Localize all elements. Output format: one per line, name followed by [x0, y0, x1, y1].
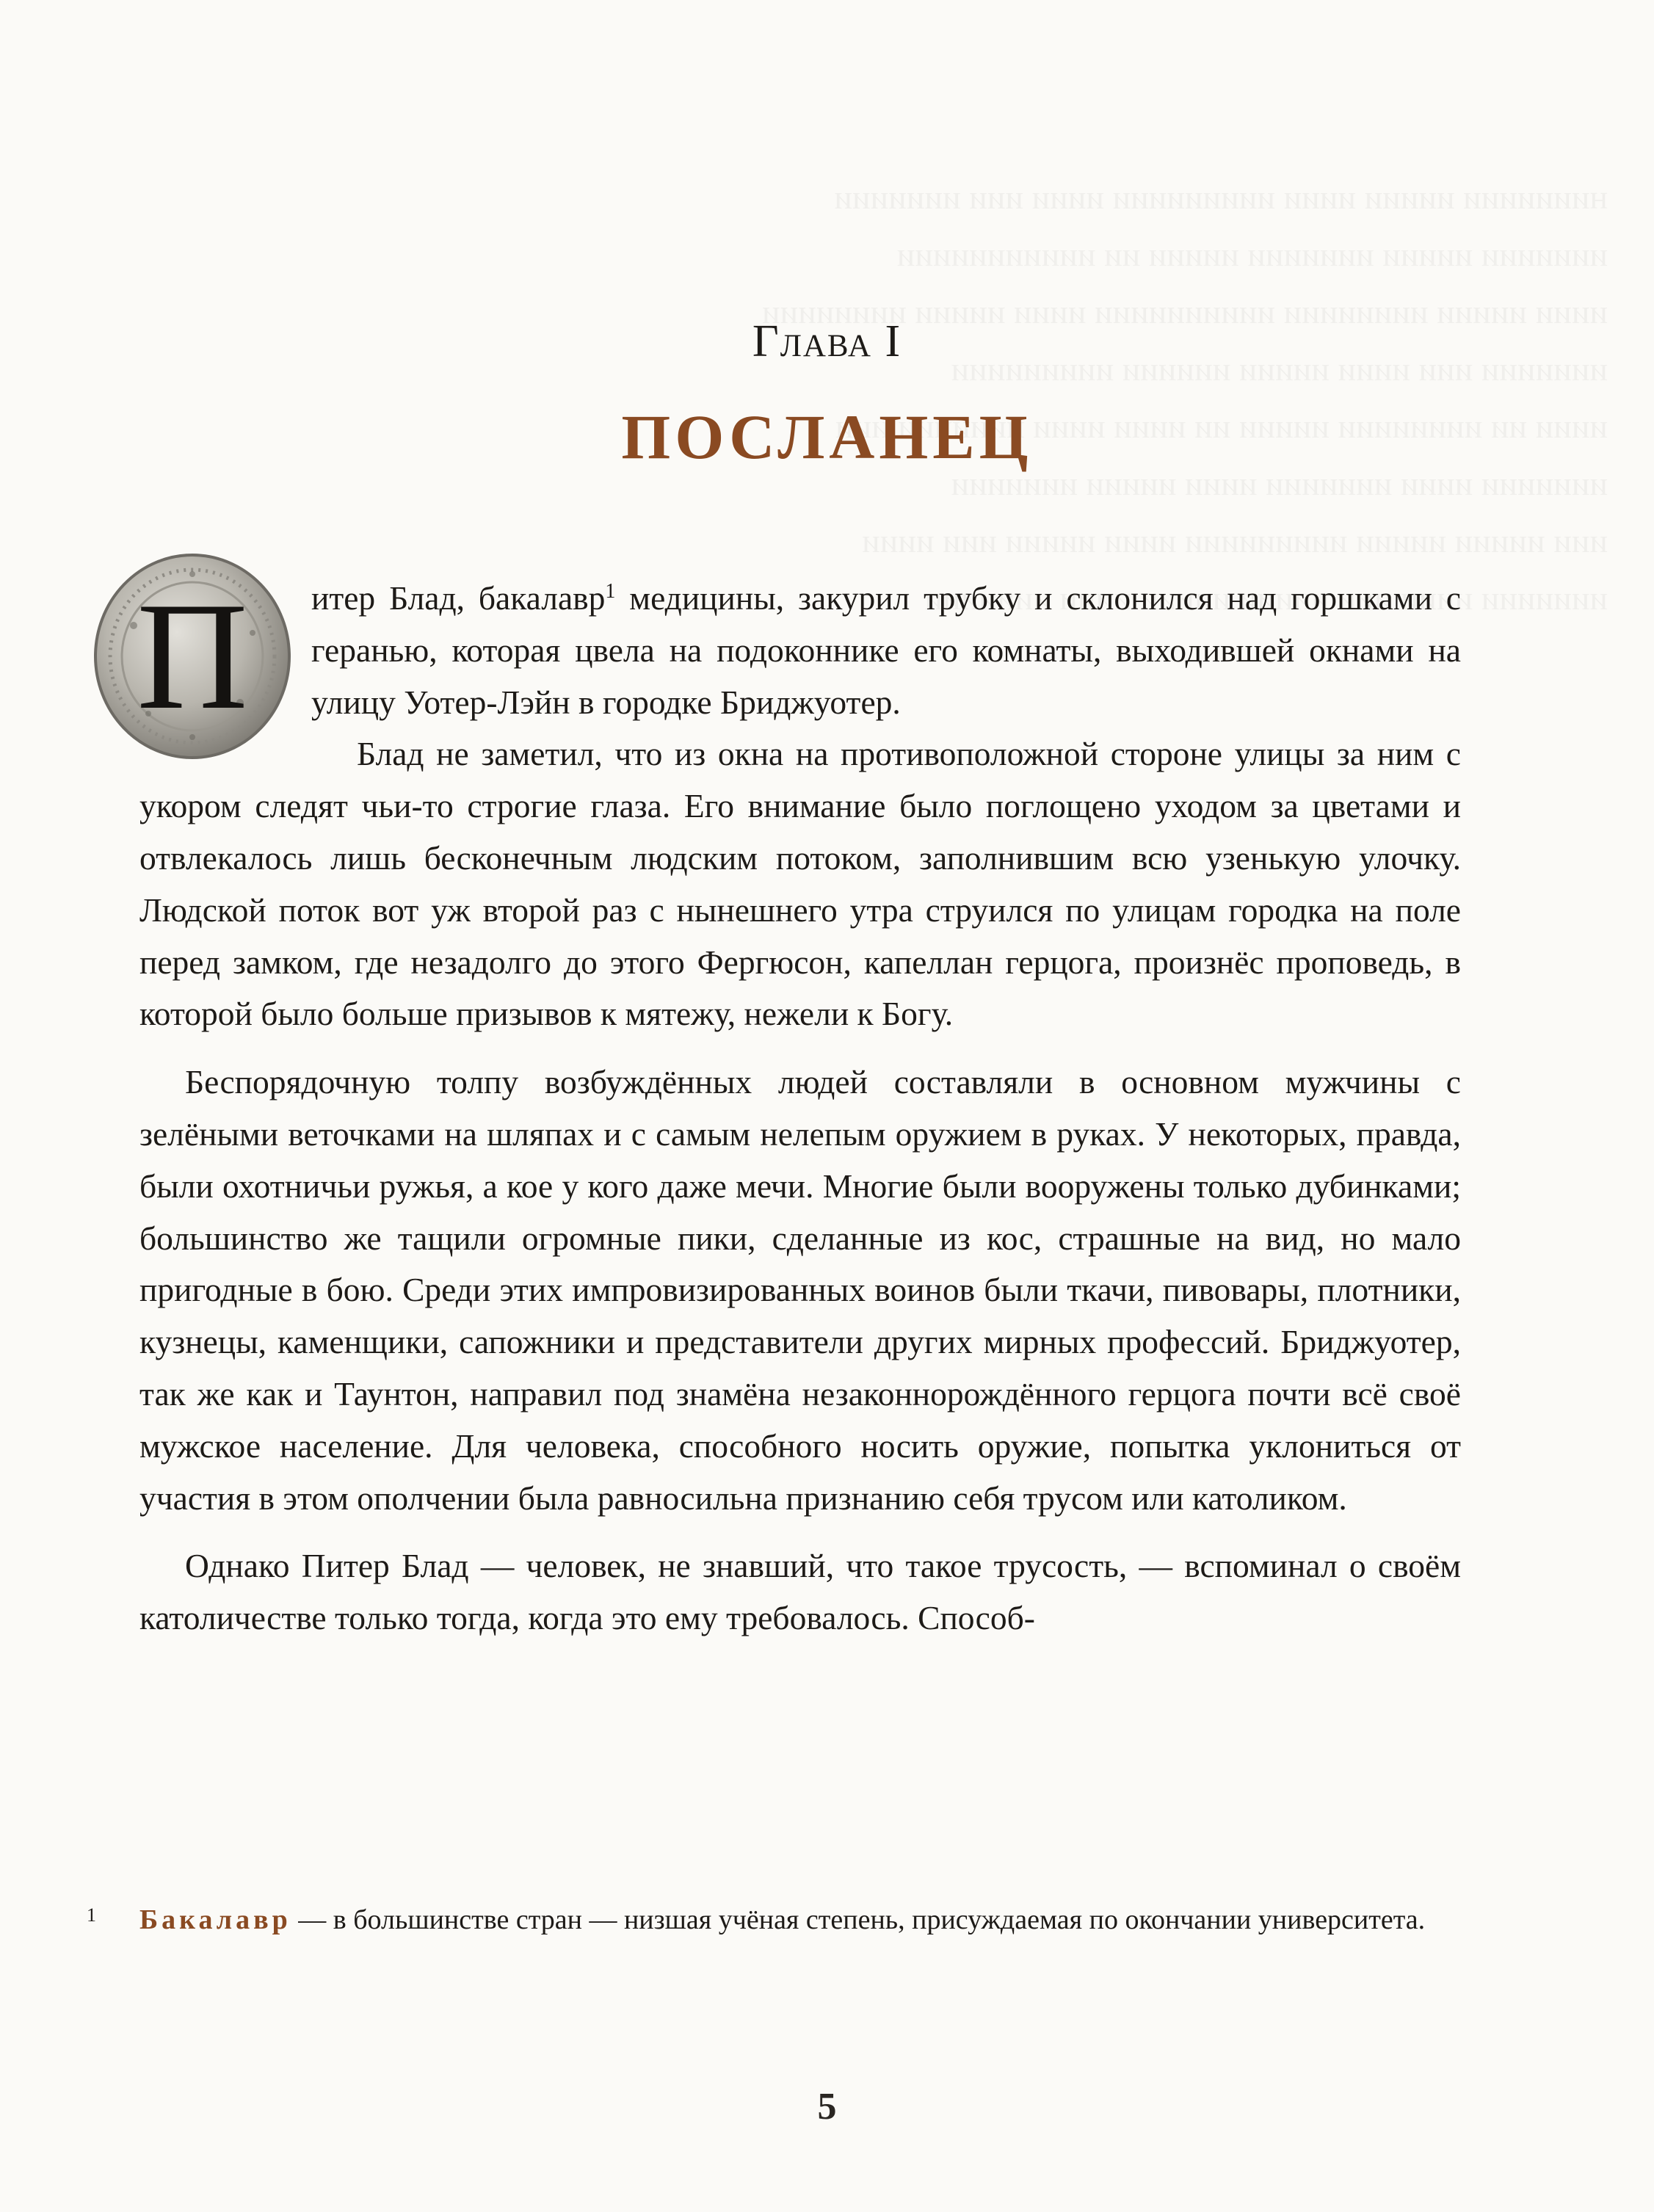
page-number: 5 [817, 2086, 837, 2128]
footnote [87, 1900, 1461, 1940]
footnote-text: — в большинстве стран — низшая учёная степень, присуждаемая по окончании университета. [291, 1904, 1426, 1935]
body-text [139, 573, 1461, 1645]
chapter-label: Глава I [752, 316, 902, 366]
paragraph-4: Однако Питер Блад — человек, не знавший, что такое трусость, — вспоминал о своём католичестве только тогда, когда это ему требовалось. Способ- [139, 1547, 1461, 1637]
footnote-ref[interactable]: 1 [605, 580, 616, 603]
chapter-title: ПОСЛАНЕЦ [621, 402, 1033, 472]
p1-tail: медицины, закурил трубку и склонился над горшками с геранью, которая цвела на подоконнике его комнаты, выходившей окнами на улицу Уотер-Лэйн в городке Бриджуотер. [311, 579, 1462, 721]
coin-icon [82, 545, 302, 765]
paragraph-3: Беспорядочную толпу возбуждённых людей составляли в основном мужчины с зелёными веточками на шляпах и с самым нелепым оружием в руках. У некоторых, правда, были охотничьи ружья, а кое у кого даже мечи. Многие были вооружены только дубинками; большинство же тащили огромные пики, сделанные из кос, страшные на вид, но мало пригодные в бою. Среди этих импровизированных воинов были ткачи, пивовары, плотники, кузнецы, каменщики, сапожники и представители других мирных профессий. Бриджуотер, так же как и Таунтон, направил под знамёна незаконнорождённого герцога почти всё своё мужское население. Для человека, способного носить оружие, попытка уклониться от участия в этом ополчении была равносильна признанию себя трусом или католиком. [139, 1063, 1461, 1517]
footnote-number: 1 [87, 1904, 96, 1926]
paragraph-2: Блад не заметил, что из окна на противоположной стороне улицы за ним с укором следят чьи-то строгие глаза. Его внимание было поглощено уходом за цветами и отвлекалось лишь бесконечным людским потоком, заполнившим всю узенькую улочку. Людской поток вот уж второй раз с нынешнего утра струился по улицам городка на поле перед замком, где незадолго до этого Фергюсон, капеллан герцога, произнёс проповедь, в которой было больше призывов к мятежу, нежели к Богу. [139, 735, 1461, 1033]
footnote-term: Бакалавр [139, 1904, 291, 1935]
dropcap-coin [82, 545, 302, 765]
p1-start: итер Блад, бакалавр [311, 579, 606, 617]
paragraph-1 [139, 573, 1461, 728]
dropcap-letter: П [137, 571, 248, 741]
